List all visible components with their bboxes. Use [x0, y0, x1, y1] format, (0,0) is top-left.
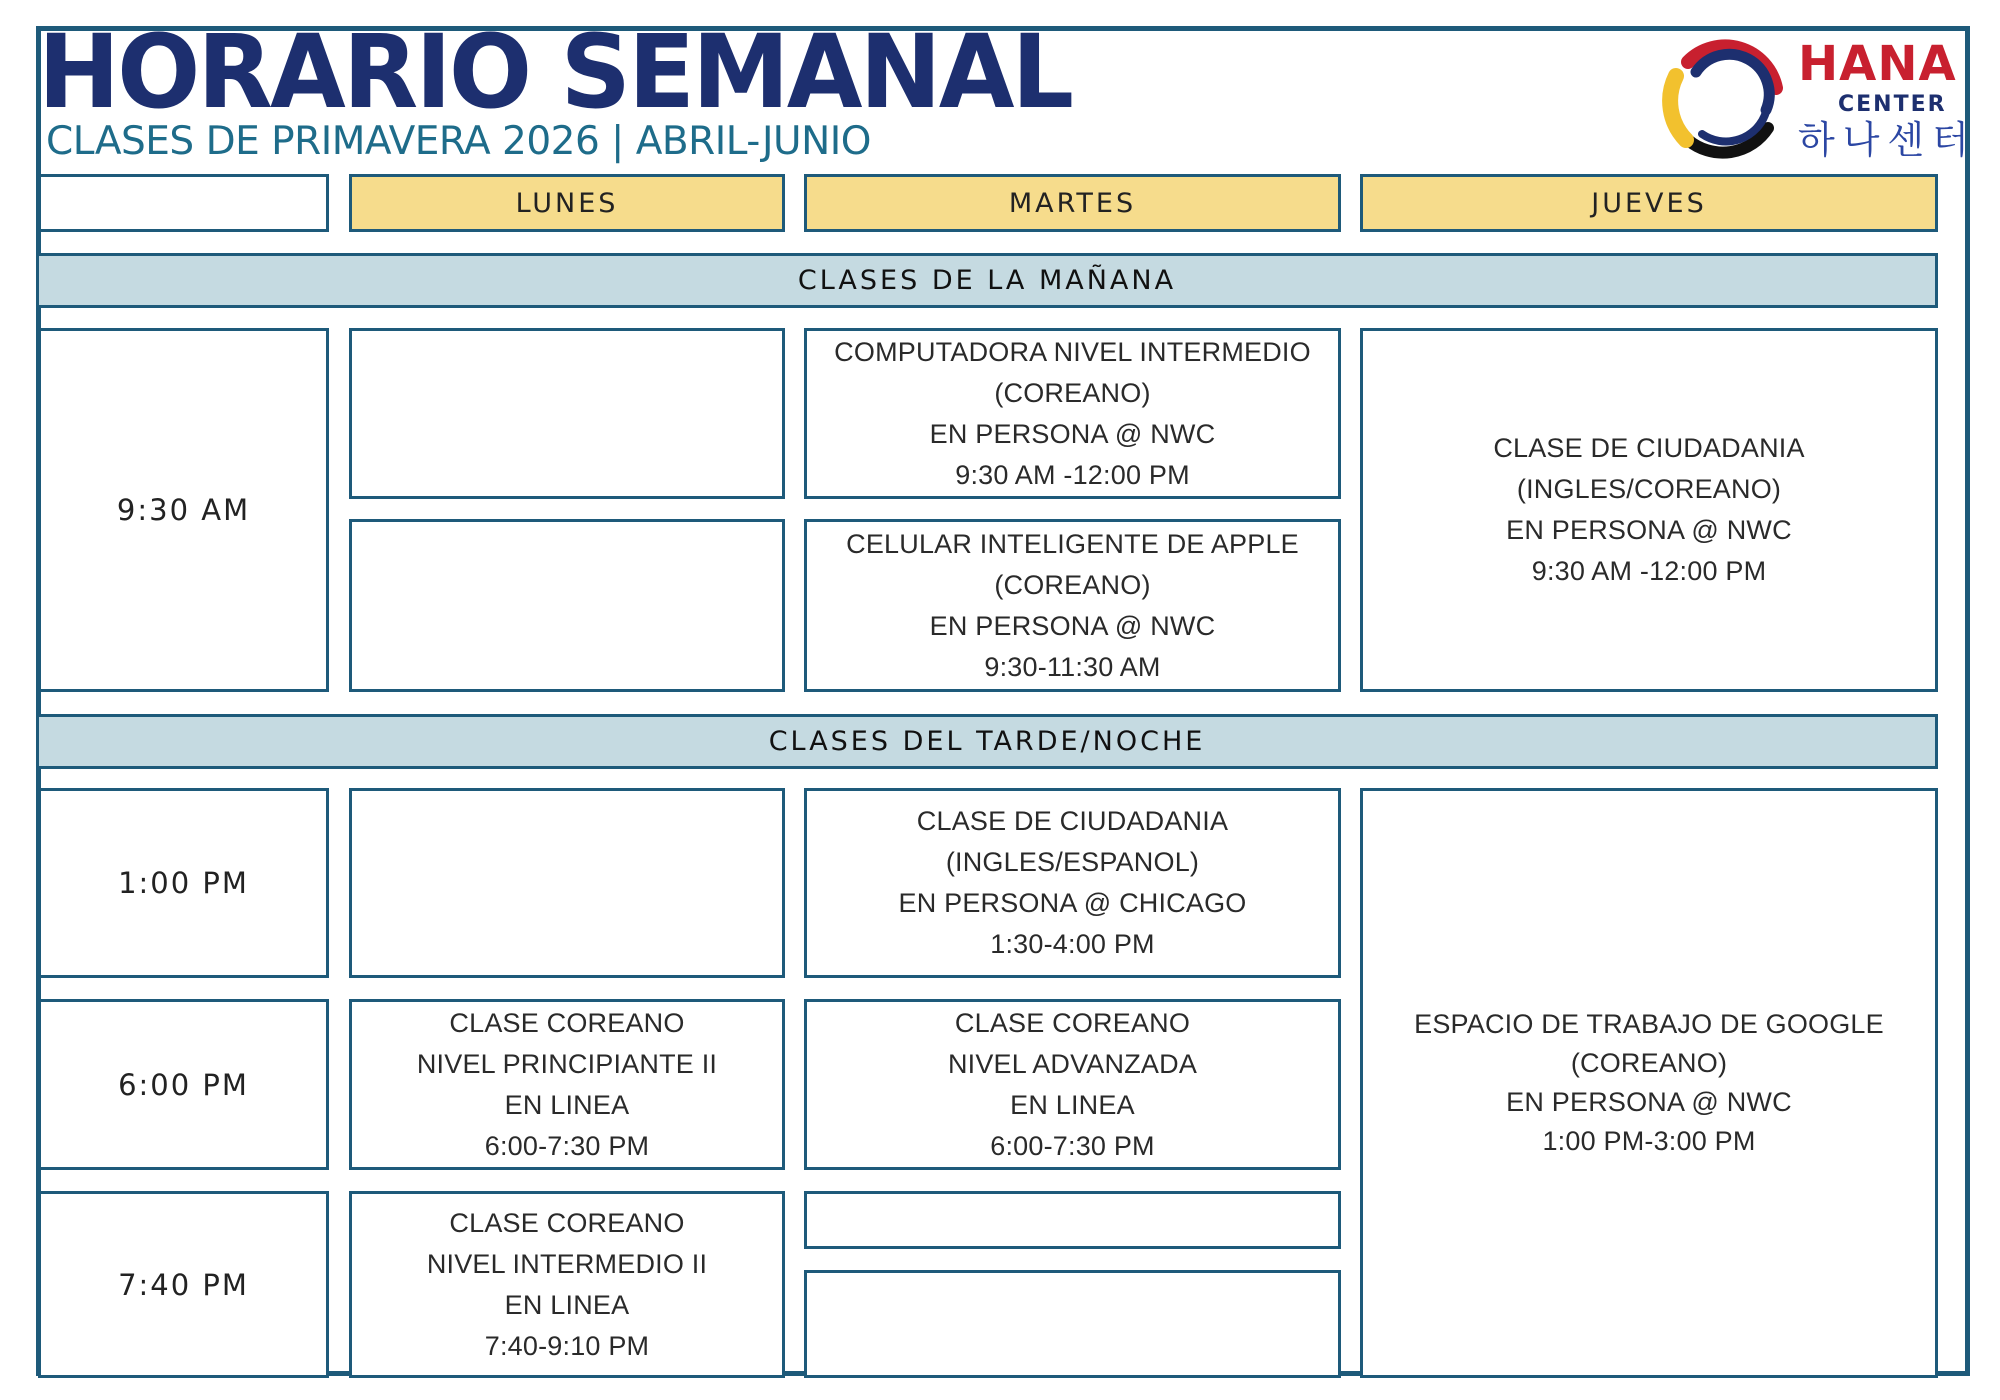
logo-korean-text: 하나센터 [1798, 118, 1977, 162]
section-afternoon: CLASES DEL TARDE/NOCHE [36, 714, 1938, 769]
class-name: CLASE COREANO [954, 1007, 1191, 1038]
class-language: (COREANO) [994, 377, 1151, 408]
section-morning: CLASES DE LA MAÑANA [36, 253, 1938, 308]
page-title: HORARIO SEMANAL [38, 13, 1072, 132]
class-time: 9:30 AM -12:00 PM [1531, 556, 1767, 586]
class-name: CLASE COREANO [449, 1207, 685, 1238]
day-header-lunes: LUNES [349, 174, 785, 232]
time-cell-100pm: 1:00 PM [38, 788, 329, 978]
class-martes-apple [804, 519, 1341, 692]
class-mode: EN PERSONA @ NWC [1506, 515, 1792, 545]
time-cell-600pm: 6:00 PM [38, 999, 329, 1170]
page-subtitle: CLASES DE PRIMAVERA 2026 | ABRIL-JUNIO [46, 119, 871, 164]
class-time: 1:30-4:00 PM [990, 929, 1155, 959]
class-lunes-coreano-intermedio [349, 1191, 785, 1378]
class-language: (INGLES/ESPANOL) [945, 847, 1200, 877]
lunes-afternoon-empty [349, 788, 785, 978]
class-time: 6:00-7:30 PM [990, 1130, 1155, 1161]
class-jueves-google [1360, 788, 1938, 1378]
martes-evening-empty-2 [804, 1270, 1341, 1378]
lunes-morning-empty-1 [349, 328, 785, 499]
class-language: (COREANO) [994, 569, 1151, 600]
class-jueves-ciudadania [1360, 328, 1938, 692]
class-level: NIVEL ADVANZADA [947, 1048, 1198, 1079]
time-cell-740pm: 7:40 PM [38, 1191, 329, 1378]
class-name: CELULAR INTELIGENTE DE APPLE [846, 528, 1299, 559]
hana-ring-icon [1658, 36, 1788, 166]
class-mode: EN PERSONA @ NWC [1506, 1087, 1792, 1117]
class-level: NIVEL INTERMEDIO II [426, 1248, 708, 1279]
class-mode: EN LINEA [504, 1089, 630, 1120]
corner-empty-cell [38, 174, 329, 232]
class-name: CLASE DE CIUDADANIA [916, 806, 1229, 836]
time-cell-930am: 9:30 AM [38, 328, 329, 692]
class-name: CLASE DE CIUDADANIA [1493, 433, 1805, 463]
class-time: 9:30 AM -12:00 PM [955, 459, 1190, 490]
class-name: CLASE COREANO [449, 1007, 685, 1038]
class-mode: EN PERSONA @ NWC [929, 610, 1216, 641]
logo-center-text: CENTER [1838, 92, 1947, 117]
class-lunes-coreano-principiante [349, 999, 785, 1170]
class-name: ESPACIO DE TRABAJO DE GOOGLE [1414, 1009, 1884, 1039]
class-time: 6:00-7:30 PM [484, 1130, 650, 1161]
class-time: 7:40-9:10 PM [484, 1330, 650, 1361]
class-time: 9:30-11:30 AM [984, 651, 1161, 682]
class-time: 1:00 PM-3:00 PM [1542, 1126, 1756, 1156]
martes-evening-empty-1 [804, 1191, 1341, 1249]
day-header-martes: MARTES [804, 174, 1341, 232]
class-mode: EN PERSONA @ CHICAGO [898, 888, 1247, 918]
lunes-morning-empty-2 [349, 519, 785, 692]
hana-center-logo [1658, 36, 1977, 166]
class-martes-computadora [804, 328, 1341, 499]
class-mode: EN PERSONA @ NWC [929, 418, 1216, 449]
class-martes-coreano-avanzada [804, 999, 1341, 1170]
class-mode: EN LINEA [504, 1289, 630, 1320]
class-martes-ciudadania [804, 788, 1341, 978]
class-name: COMPUTADORA NIVEL INTERMEDIO [834, 336, 1311, 367]
class-mode: EN LINEA [1010, 1089, 1135, 1120]
logo-hana-text: HANA [1798, 36, 1957, 92]
class-language: (INGLES/COREANO) [1516, 474, 1782, 504]
day-header-jueves: JUEVES [1360, 174, 1938, 232]
class-level: NIVEL PRINCIPIANTE II [416, 1048, 718, 1079]
class-language: (COREANO) [1570, 1048, 1728, 1078]
